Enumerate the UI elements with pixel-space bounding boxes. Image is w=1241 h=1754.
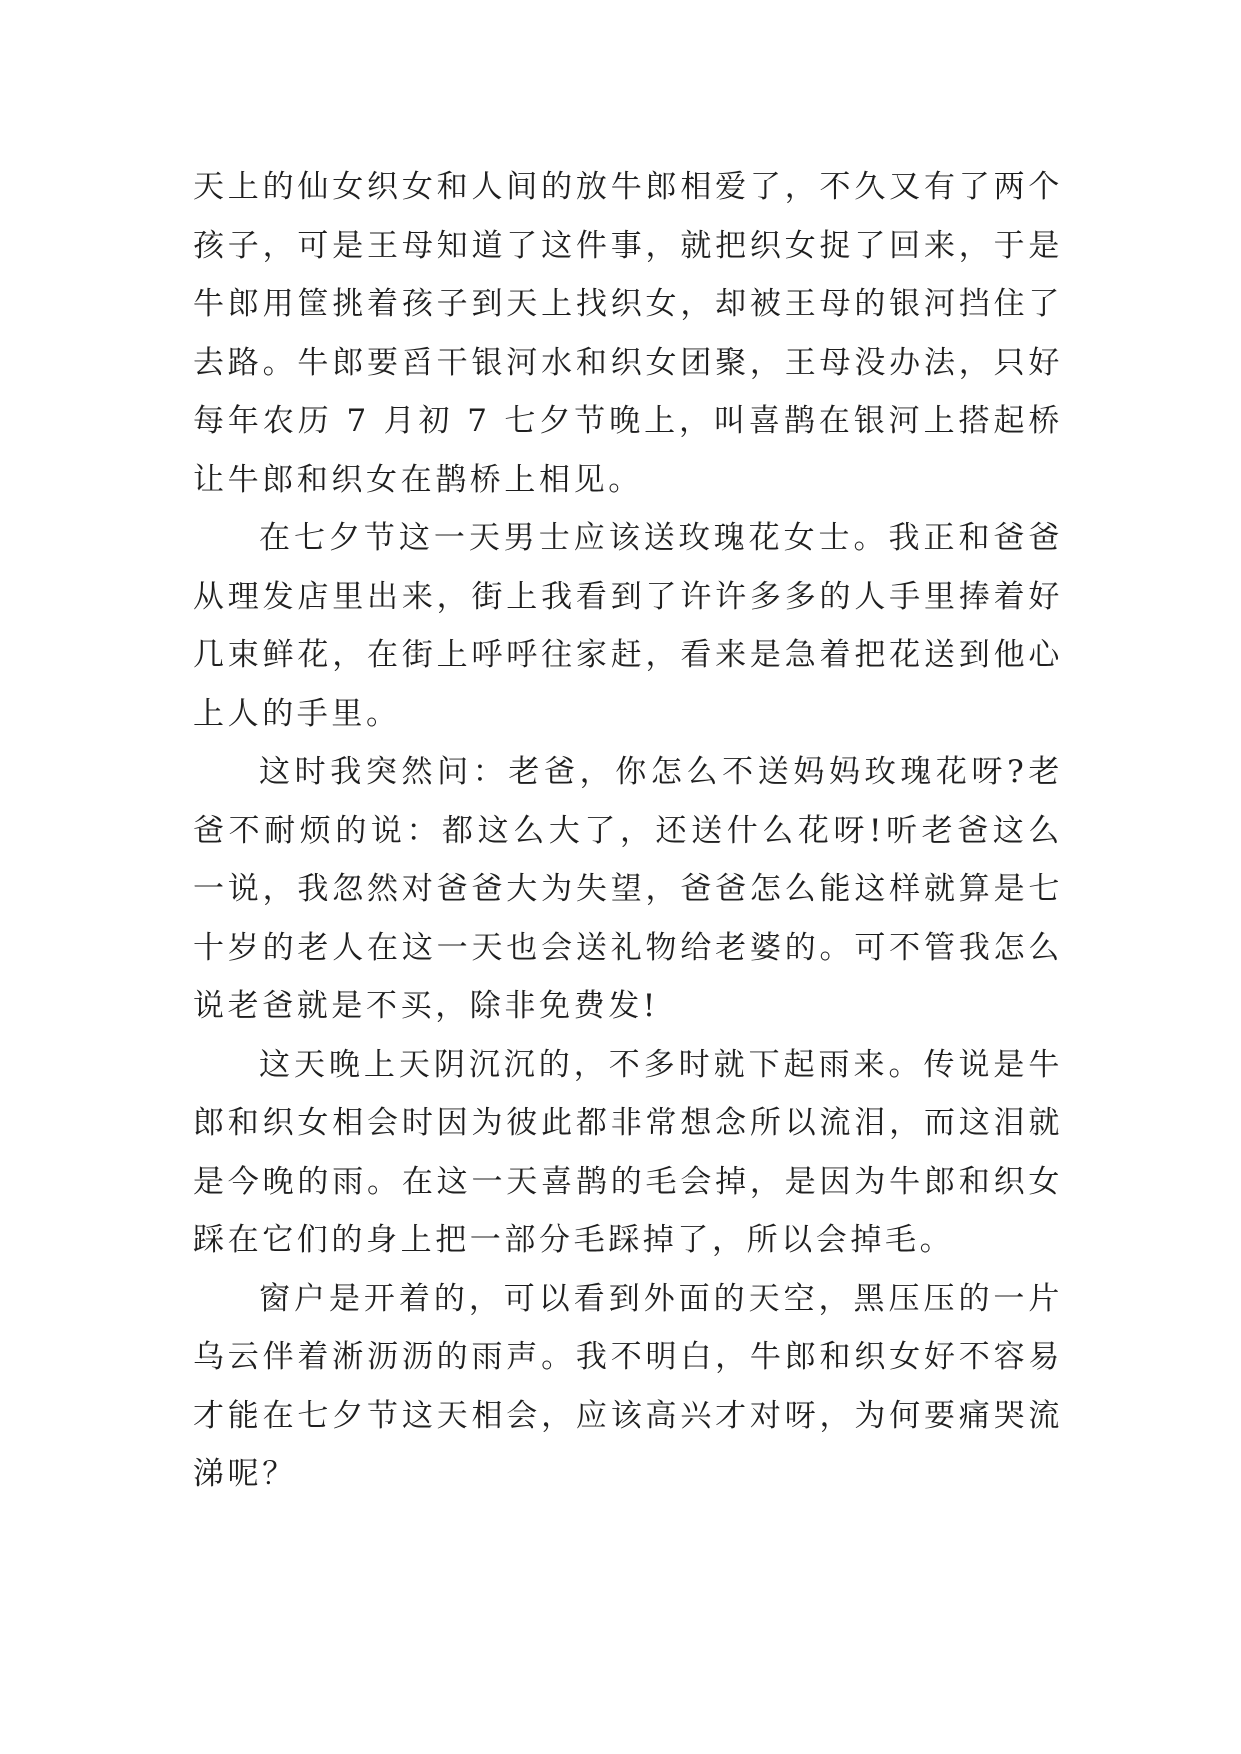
paragraph-2: 在七夕节这一天男士应该送玫瑰花女士。我正和爸爸从理发店里出来，街上我看到了许许多多的人手里捧着好几束鲜花，在街上呼呼往家赶，看来是急着把花送到他心上人的手里。 [193,520,1063,732]
paragraph-3: 这时我突然问：老爸，你怎么不送妈妈玫瑰花呀?老爸不耐烦的说：都这么大了，还送什么花呀!听老爸这么一说，我忽然对爸爸大为失望，爸爸怎么能这样就算是七十岁的老人在这一天也会送礼物给老婆的。可不管我怎么说老爸就是不买，除非免费发! [193,754,1063,1024]
paragraph-5: 窗户是开着的，可以看到外面的天空，黑压压的一片乌云伴着淅沥沥的雨声。我不明白，牛郎和织女好不容易才能在七夕节这天相会，应该高兴才对呀，为何要痛哭流涕呢？ [193,1280,1063,1492]
document-body [193,158,1063,1504]
paragraph-1: 天上的仙女织女和人间的放牛郎相爱了，不久又有了两个孩子，可是王母知道了这件事，就把织女捉了回来，于是牛郎用筐挑着孩子到天上找织女，却被王母的银河挡住了去路。牛郎要舀干银河水和织女团聚，王母没办法，只好每年农历 7 月初 7 七夕节晚上，叫喜鹊在银河上搭起桥让牛郎和织女在鹊桥上相见。 [193,169,1063,498]
paragraph-4: 这天晚上天阴沉沉的，不多时就下起雨来。传说是牛郎和织女相会时因为彼此都非常想念所以流泪，而这泪就是今晚的雨。在这一天喜鹊的毛会掉，是因为牛郎和织女踩在它们的身上把一部分毛踩掉了，所以会掉毛。 [193,1046,1063,1258]
